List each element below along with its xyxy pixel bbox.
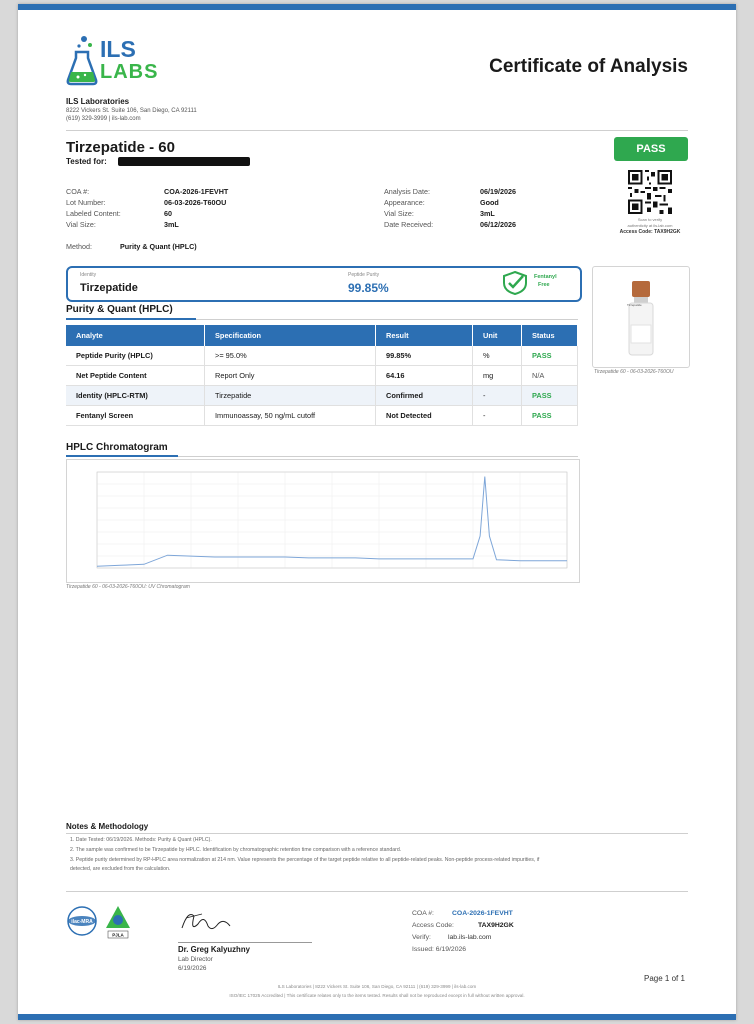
detail-value: 3mL — [480, 209, 495, 218]
column-header: Status — [522, 325, 578, 346]
table-row — [66, 386, 578, 406]
ilac-mra-logo-icon — [66, 906, 98, 936]
detail-value: Good — [480, 198, 499, 207]
access-label: Access Code: — [412, 922, 454, 929]
cell-result: Not Detected — [376, 406, 473, 426]
section-title: HPLC Chromatogram — [66, 442, 168, 453]
director-name: Dr. Greg Kalyuzhny — [178, 945, 250, 954]
shield-check-icon — [502, 271, 528, 295]
identity-value: Tirzepatide — [80, 282, 138, 294]
purity-label: Peptide Purity — [348, 272, 380, 278]
section-underline — [66, 455, 178, 457]
issued-date: Issued: 6/19/2026 — [412, 946, 467, 953]
status-badge: PASS — [614, 137, 688, 161]
note-item: detected, are excluded from the calculation. — [70, 866, 171, 872]
identity-label: Identity — [80, 272, 97, 278]
product-title: Tirzepatide - 60 — [66, 139, 175, 156]
cell-spec: Report Only — [205, 366, 376, 386]
tested-for-label: Tested for: — [66, 157, 107, 166]
detail-value: COA-2026-1FEVHT — [164, 187, 229, 196]
page-number: Page 1 of 1 — [644, 974, 685, 983]
logo-ils-text: ILS — [100, 36, 136, 62]
table-row — [66, 366, 578, 386]
cell-result: 64.16 — [376, 366, 473, 386]
chromatogram-chart — [66, 459, 580, 583]
director-date: 6/19/2026 — [178, 965, 207, 972]
detail-value: 06-03-2026-T60OU — [164, 198, 227, 207]
section-title: Purity & Quant (HPLC) — [66, 304, 173, 315]
vial-caption: Tirzepatide 60 - 06-03-2026-T60OU — [594, 369, 674, 375]
section-underline — [66, 318, 196, 320]
lab-name: ILS Laboratories — [66, 97, 130, 106]
page-title: Certificate of Analysis — [489, 56, 688, 77]
vial-icon — [623, 279, 659, 359]
chromatogram-plot — [67, 460, 579, 582]
detail-value: 06/12/2026 — [480, 220, 516, 229]
divider — [66, 130, 688, 131]
redacted-client-name — [118, 157, 250, 166]
column-header: Unit — [473, 325, 522, 346]
notes-rule — [66, 833, 688, 834]
cell-result: 99.85% — [376, 346, 473, 366]
cell-status: N/A — [522, 366, 578, 386]
fentanyl-label: Fentanyl — [534, 274, 557, 280]
cell-unit: - — [473, 406, 522, 426]
signature-line — [178, 942, 312, 943]
column-header: Specification — [205, 325, 376, 346]
note-item: 3. Peptide purity determined by RP-HPLC area normalization at 214 nm. Value represents the percentage of the target peptide relative to all peptide-related peaks. Non-peptide process-related impurities, if — [70, 857, 540, 863]
section-rule — [178, 456, 578, 457]
purity-value: 99.85% — [348, 281, 389, 295]
detail-label: Analysis Date: — [384, 187, 430, 196]
coa-label: COA #: — [412, 910, 434, 917]
divider — [66, 891, 688, 892]
svg-text:PJLA: PJLA — [112, 932, 124, 938]
results-table — [66, 325, 578, 426]
bottom-accent-bar — [18, 1014, 736, 1020]
access-value: TAX9H2GK — [478, 922, 514, 929]
logo-labs-text: LABS — [100, 61, 159, 83]
pjla-logo-icon — [104, 904, 132, 940]
vial-label: Tirzepatide — [627, 303, 642, 307]
detail-label: Appearance: — [384, 198, 425, 207]
footer-disclaimer: ISO/IEC 17025 Accredited | This certificate relates only to the items tested. Results shall not be reproduced except in full without written approval. — [229, 993, 525, 998]
detail-label: COA #: — [66, 187, 90, 196]
detail-value: 3mL — [164, 220, 179, 229]
qr-caption: authenticity at ils-lab.com — [627, 223, 673, 228]
detail-label: Lot Number: — [66, 198, 106, 207]
cell-unit: % — [473, 346, 522, 366]
column-header: Analyte — [66, 325, 205, 346]
coa-value: COA-2026-1FEVHT — [452, 910, 513, 917]
footer-address: ILS Laboratories | 8222 Vickers St. Suite 106, San Diego, CA 92111 | (619) 329-3999 | ils-lab.com — [277, 984, 477, 989]
verify-label: Verify: — [412, 934, 431, 941]
top-accent-bar — [18, 4, 736, 10]
qr-caption: Scan to verify — [637, 217, 663, 222]
svg-text:ilac-MRA: ilac-MRA — [71, 919, 93, 925]
cell-status: PASS — [522, 406, 578, 426]
cell-spec: Immunoassay, 50 ng/mL cutoff — [205, 406, 376, 426]
cell-status: PASS — [522, 386, 578, 406]
detail-value: 06/19/2026 — [480, 187, 516, 196]
qr-code-icon[interactable] — [628, 170, 672, 214]
method-value: Purity & Quant (HPLC) — [120, 242, 197, 251]
cell-spec: >= 95.0% — [205, 346, 376, 366]
notes-title: Notes & Methodology — [66, 822, 149, 831]
cell-analyte: Net Peptide Content — [66, 366, 205, 386]
verify-link[interactable]: lab.ils-lab.com — [448, 934, 492, 941]
detail-label: Labeled Content: — [66, 209, 121, 218]
cell-spec: Tirzepatide — [205, 386, 376, 406]
table-header-row — [66, 325, 578, 346]
section-rule — [196, 319, 578, 320]
cell-unit: - — [473, 386, 522, 406]
detail-value: 60 — [164, 209, 172, 218]
lab-address: 8222 Vickers St. Suite 106, San Diego, CA 92111 — [66, 108, 197, 114]
cell-analyte: Peptide Purity (HPLC) — [66, 346, 205, 366]
method-label: Method: — [66, 242, 92, 251]
chromatogram-caption: Tirzepatide 60 - 06-03-2026-T60OU: UV Chromatogram — [66, 584, 190, 590]
detail-label: Date Received: — [384, 220, 434, 229]
cell-analyte: Fentanyl Screen — [66, 406, 205, 426]
table-row — [66, 406, 578, 426]
note-item: 2. The sample was confirmed to be Tirzepatide by HPLC. Identification by chromatographic retention time comparison with a reference standard. — [70, 847, 402, 853]
column-header: Result — [376, 325, 473, 346]
vial-photo — [592, 266, 690, 368]
table-row — [66, 346, 578, 366]
signature-icon — [178, 906, 238, 938]
flask-logo-icon — [66, 34, 98, 86]
director-title: Lab Director — [178, 956, 213, 963]
note-item: 1. Date Tested: 06/19/2026. Methods: Purity & Quant (HPLC). — [70, 837, 212, 843]
cell-status: PASS — [522, 346, 578, 366]
cell-analyte: Identity (HPLC-RTM) — [66, 386, 205, 406]
detail-label: Vial Size: — [66, 220, 96, 229]
cell-result: Confirmed — [376, 386, 473, 406]
detail-label: Vial Size: — [384, 209, 414, 218]
lab-contact: (619) 329-3999 | ils-lab.com — [66, 116, 141, 122]
qr-access-code: Access Code: TAX9H2GK — [619, 229, 681, 235]
summary-card — [66, 266, 582, 302]
fentanyl-free-label: Free — [538, 282, 550, 288]
cell-unit: mg — [473, 366, 522, 386]
coa-page — [18, 4, 736, 1020]
